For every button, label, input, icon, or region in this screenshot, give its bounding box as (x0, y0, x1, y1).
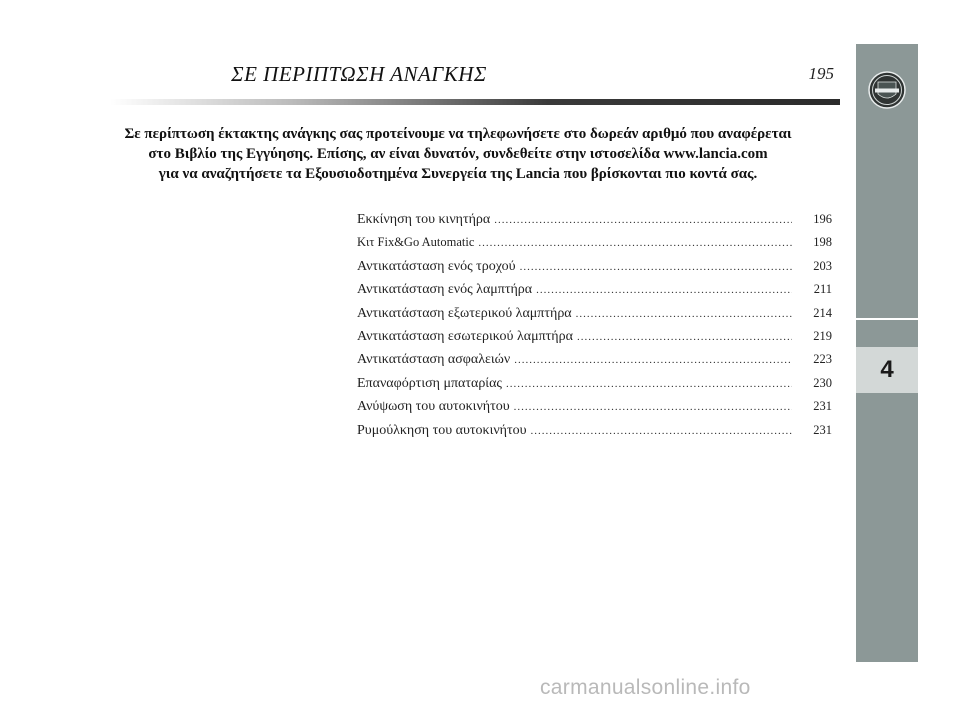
toc-entry-title: Αντικατάσταση εσωτερικού λαμπτήρα (357, 328, 573, 344)
sidebar-divider (856, 318, 918, 320)
toc-entry[interactable] (357, 352, 832, 375)
toc-leader-dots (506, 378, 792, 390)
toc-entry[interactable] (357, 212, 832, 235)
table-of-contents (357, 212, 832, 446)
toc-entry-title: Κιτ Fix&Go Automatic (357, 235, 475, 250)
toc-leader-dots (531, 425, 792, 437)
toc-entry[interactable] (357, 399, 832, 422)
toc-entry-title: Αντικατάσταση εξωτερικού λαμπτήρα (357, 305, 572, 321)
toc-entry[interactable] (357, 329, 832, 352)
toc-entry-page: 231 (813, 422, 832, 437)
toc-leader-dots (514, 401, 792, 413)
intro-line-1: Σε περίπτωση έκτακτης ανάγκης σας προτείνουμε να τηλεφωνήσετε στο δωρεάν αριθμό που αναφέρεται (124, 126, 792, 142)
toc-entry[interactable] (357, 235, 832, 258)
intro-line-3: για να αναζητήσετε τα Εξουσιοδοτημένα Συνεργεία της Lancia που βρίσκονται πιο κοντά σας. (158, 166, 758, 182)
toc-entry-page: 214 (813, 305, 832, 320)
toc-leader-dots (576, 308, 792, 320)
toc-entry-title: Εκκίνηση του κινητήρα (357, 212, 491, 227)
chapter-number-tab[interactable]: 4 (856, 347, 918, 393)
toc-entry[interactable] (357, 306, 832, 329)
toc-entry-title: Επαναφόρτιση μπαταρίας (357, 375, 502, 391)
toc-entry-page: 196 (813, 212, 832, 226)
toc-leader-dots (494, 214, 792, 226)
toc-entry-page: 198 (813, 235, 832, 250)
toc-leader-dots (514, 354, 792, 366)
toc-entry[interactable] (357, 423, 832, 446)
intro-paragraph (96, 124, 820, 184)
toc-entry[interactable] (357, 282, 832, 305)
toc-leader-dots (536, 284, 792, 296)
toc-entry-page: 219 (813, 328, 832, 343)
toc-entry[interactable] (357, 259, 832, 282)
toc-entry-page: 223 (813, 352, 832, 367)
toc-entry-page: 230 (813, 375, 832, 390)
toc-entry-page: 211 (813, 282, 832, 297)
toc-entry-title: Αντικατάσταση ενός λαμπτήρα (357, 282, 533, 298)
toc-entry[interactable] (357, 376, 832, 399)
page-title: ΣΕ ΠΕΡΙΠΤΩΣΗ ΑΝΑΓΚΗΣ (231, 62, 487, 86)
watermark: carmanualsonline.info (540, 676, 751, 699)
toc-entry-title: Ανύψωση του αυτοκινήτου (357, 399, 510, 415)
toc-entry-title: Αντικατάσταση ασφαλειών (357, 352, 511, 368)
toc-leader-dots (478, 237, 792, 249)
toc-leader-dots (577, 331, 792, 343)
toc-entry-title: Αντικατάσταση ενός τροχού (357, 258, 516, 274)
toc-entry-page: 231 (813, 399, 832, 414)
toc-entry-title: Ρυμούλκηση του αυτοκινήτου (357, 422, 527, 438)
lancia-logo-icon (867, 70, 907, 110)
toc-leader-dots (520, 261, 792, 273)
header-rule (110, 99, 840, 105)
page-number: 195 (808, 64, 834, 83)
intro-line-2: στο Βιβλίο της Εγγύησης. Επίσης, αν είναι δυνατόν, συνδεθείτε στην ιστοσελίδα www.lancia.com (148, 146, 768, 162)
toc-entry-page: 203 (813, 258, 832, 273)
